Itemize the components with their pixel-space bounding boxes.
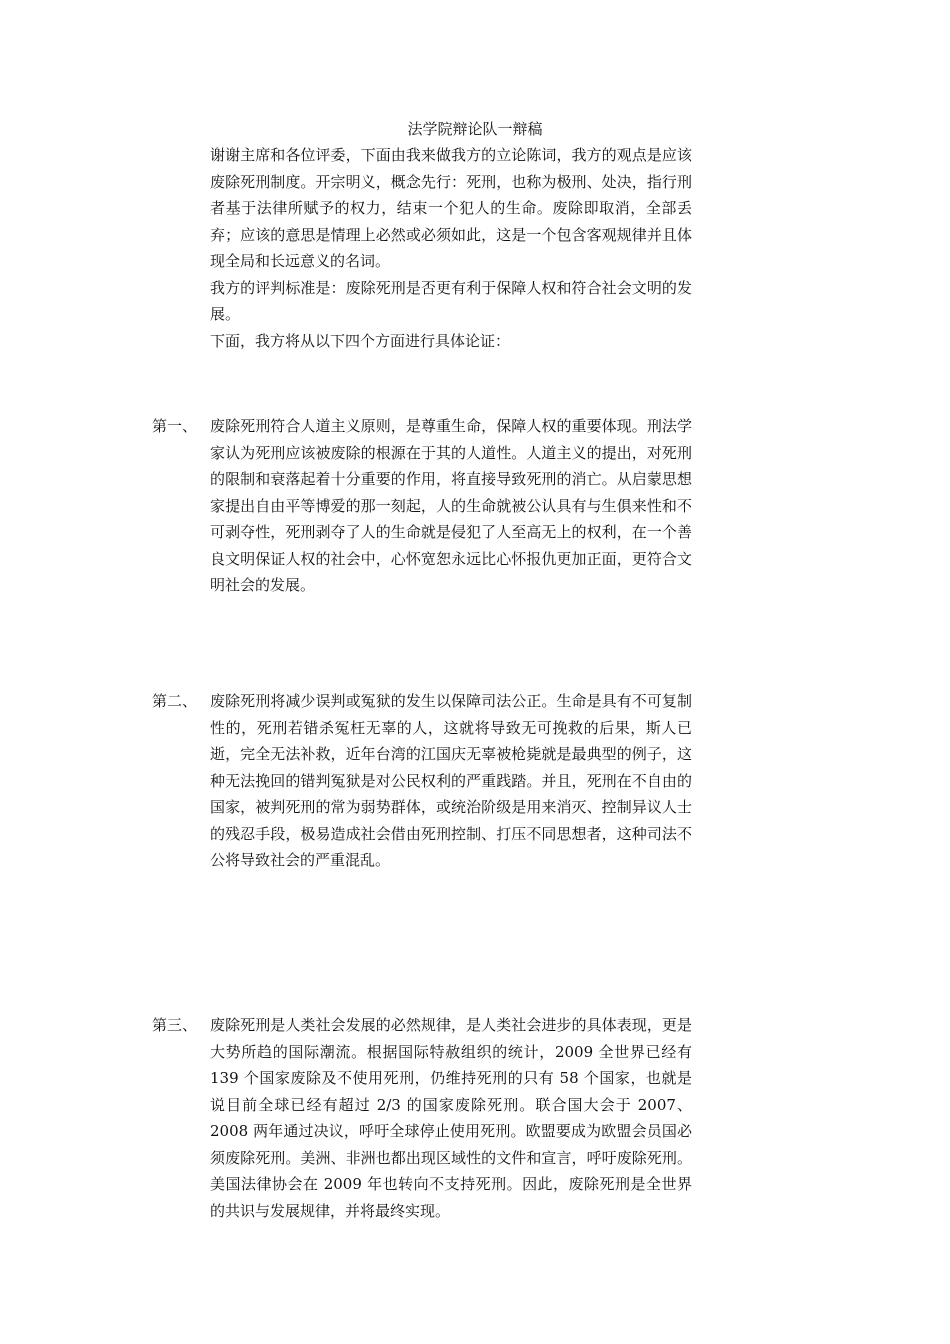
- argument-text: 废除死刑将减少误判或冤狱的发生以保障司法公正。生命是具有不可复制性的，死刑若错杀冤枉无辜的人，这就将导致无可挽救的后果，斯人已逝，完全无法补救，近年台湾的江国庆无辜被枪毙就是最典型的例子，这种无法挽回的错判冤狱是对公民权利的严重践踏。并且，死刑在不自由的国家，被判死刑的常为弱势群体，或统治阶级是用来消灭、控制异议人士的残忍手段，极易造成社会借由死刑控制、打压不同思想者，这种司法不公将导致社会的严重混乱。: [210, 692, 692, 869]
- argument-point-2: [152, 688, 697, 874]
- intro-paragraph-outline: 下面，我方将从以下四个方面进行具体论证：: [210, 331, 511, 350]
- intro-section: [210, 142, 692, 354]
- argument-number: 第二、: [152, 692, 198, 710]
- argument-text: 废除死刑符合人道主义原则，是尊重生命，保障人权的重要体现。刑法学家认为死刑应该被废除的根源在于其的人道性。人道主义的提出，对死刑的限制和衰落起着十分重要的作用，将直接导致死刑的消亡。从启蒙思想家提出自由平等博爱的那一刻起，人的生命就被公认具有与生俱来性和不可剥夺性，死刑剥夺了人的生命就是侵犯了人至高无上的权利，在一个善良文明保证人权的社会中，心怀宽恕永远比心怀报仇更加正面，更符合文明社会的发展。: [210, 417, 692, 594]
- document-title: 法学院辩论队一辩稿: [407, 120, 543, 138]
- argument-text: 废除死刑是人类社会发展的必然规律，是人类社会进步的具体表现，更是大势所趋的国际潮流。根据国际特赦组织的统计，2009 全世界已经有 139 个国家废除及不使用死刑，仍维持死刑的只有 58 个国家，也就是说目前全球已经有超过 2/3 的国家废除死刑。联合国大会于 2007、2008 两年通过决议，呼吁全球停止使用死刑。欧盟要成为欧盟会员国必须废除死刑。美洲、非洲也都出现区域性的文件和宣言，呼吁废除死刑。美国法律协会在 2009 年也转向不支持死刑。因此，废除死刑是全世界的共识与发展规律，并将最终实现。: [210, 1016, 692, 1220]
- argument-number: 第三、: [152, 1016, 198, 1034]
- argument-point-1: [152, 413, 697, 599]
- intro-paragraph-criteria: 我方的评判标准是：废除死刑是否更有利于保障人权和符合社会文明的发展。: [210, 278, 692, 323]
- intro-paragraph-opening: 谢谢主席和各位评委，下面由我来做我方的立论陈词，我方的观点是应该废除死刑制度。开宗明义，概念先行：死刑，也称为极刑、处决，指行刑者基于法律所赋予的权力，结束一个犯人的生命。废除即取消，全部丢弃；应该的意思是情理上必然或必须如此，这是一个包含客观规律并且体现全局和长远意义的名词。: [210, 146, 692, 270]
- argument-point-3: [152, 1012, 697, 1224]
- argument-number: 第一、: [152, 417, 198, 435]
